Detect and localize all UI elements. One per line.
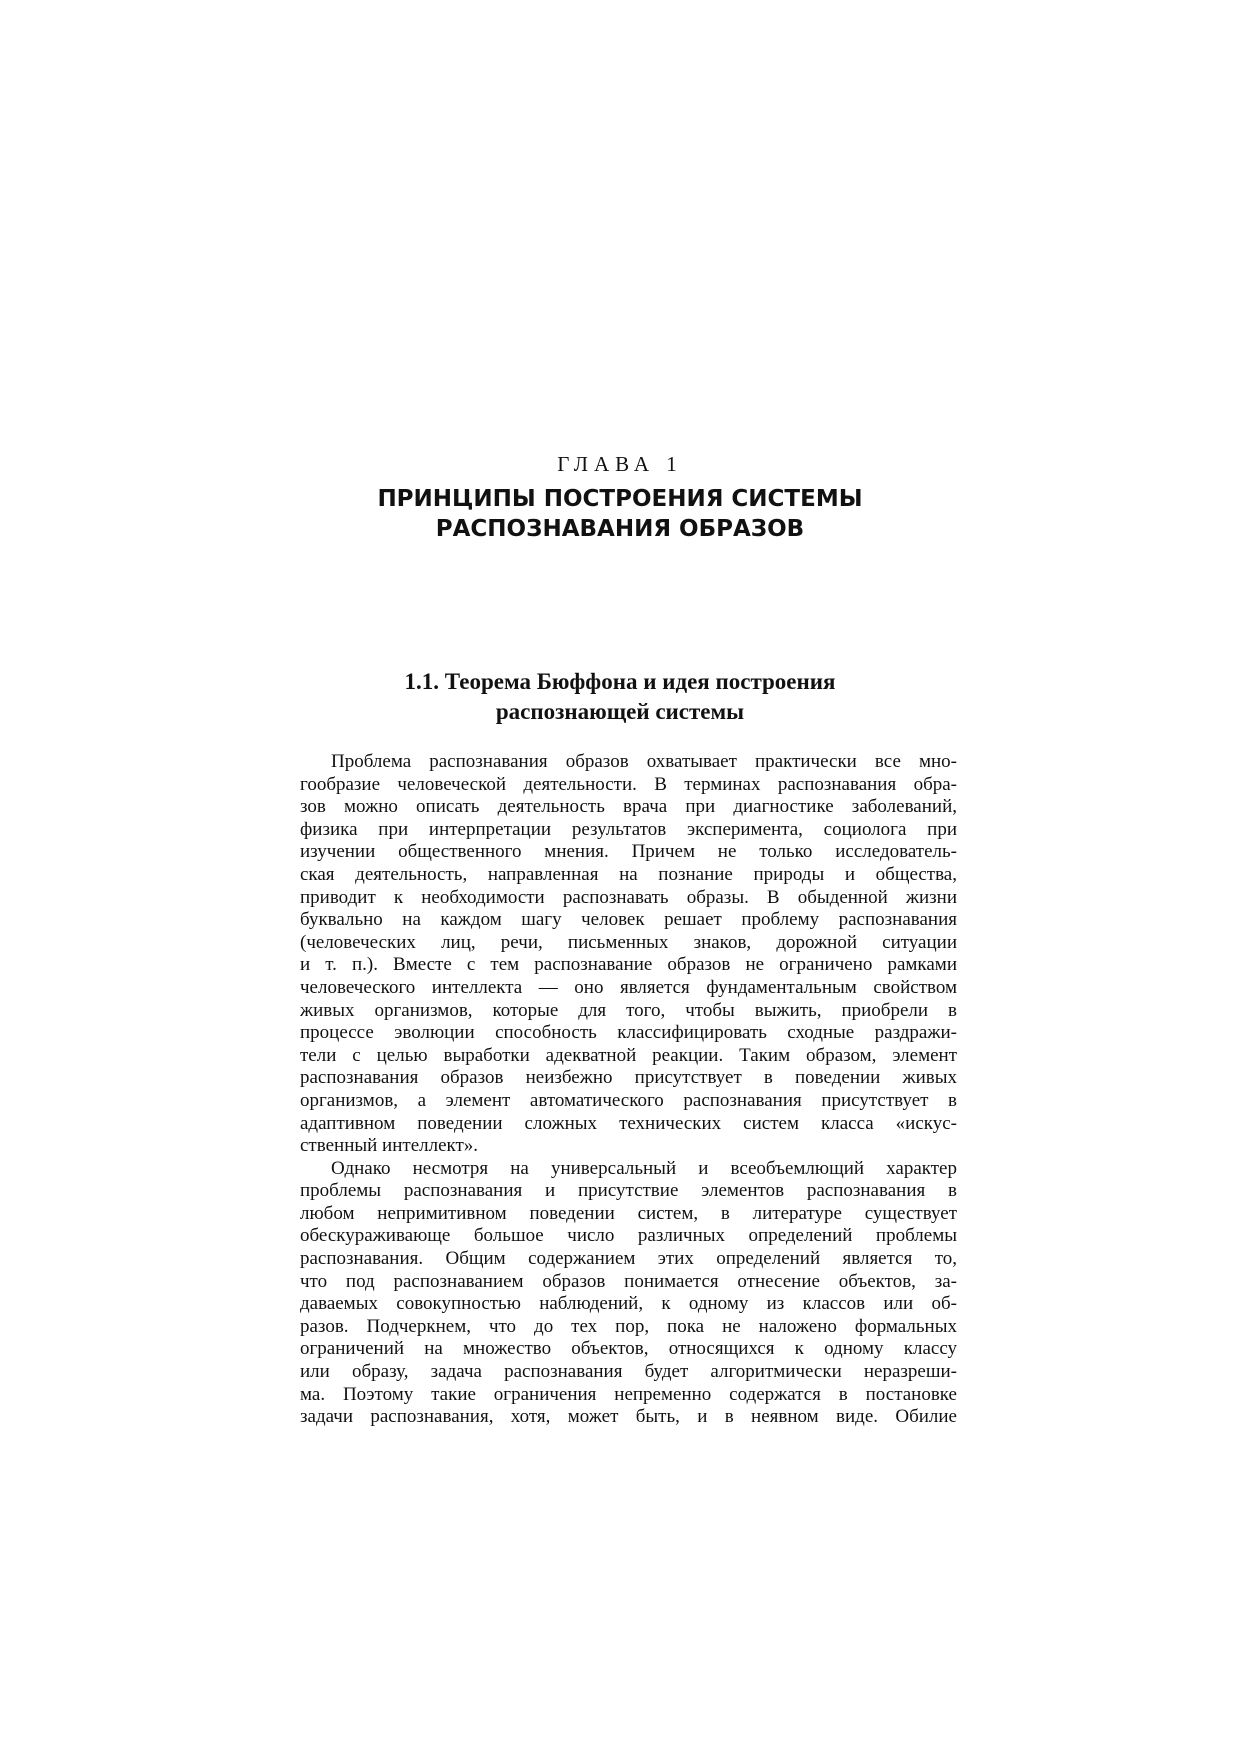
text-line: любом непримитивном поведении систем, в литературе существует <box>300 1202 957 1224</box>
text-line: зов можно описать деятельность врача при диагностике заболеваний, <box>300 796 957 818</box>
text-line: организмов, а элемент автоматического распознавания присутствует в <box>300 1089 957 1111</box>
paragraph <box>300 1158 957 1429</box>
text-line: физика при интерпретации результатов эксперимента, социолога при <box>300 818 957 840</box>
section-title <box>0 667 1240 727</box>
chapter-label: ГЛАВА 1 <box>557 452 683 476</box>
body-text <box>300 751 957 1429</box>
text-line: распознавания. Общим содержанием этих определений является то, <box>300 1248 957 1270</box>
text-line: ма. Поэтому такие ограничения непременно содержатся в постановке <box>300 1383 957 1405</box>
text-line: изучении общественного мнения. Причем не только исследователь- <box>300 841 957 863</box>
text-line: задачи распознавания, хотя, может быть, и в неявном виде. Обилие <box>300 1406 957 1428</box>
text-line: живых организмов, которые для того, чтобы выжить, приобрели в <box>300 999 957 1021</box>
text-line: даваемых совокупностью наблюдений, к одному из классов или об- <box>300 1293 957 1315</box>
text-line: разов. Подчеркнем, что до тех пор, пока не наложено формальных <box>300 1315 957 1337</box>
text-line: гообразие человеческой деятельности. В терминах распознавания обра- <box>300 773 957 795</box>
text-line: Однако несмотря на универсальный и всеобъемлющий характер <box>331 1157 957 1179</box>
text-line: Проблема распознавания образов охватывает практически все мно- <box>331 751 957 772</box>
text-line: обескураживающе большое число различных определений проблемы <box>300 1225 957 1247</box>
text-line: что под распознаванием образов понимается отнесение объектов, за- <box>300 1270 957 1292</box>
text-line: (человеческих лиц, речи, письменных знаков, дорожной ситуации <box>300 931 957 953</box>
section-title-line: распознающей системы <box>495 699 745 724</box>
chapter-title-line: РАСПОЗНАВАНИЯ ОБРАЗОВ <box>435 516 805 542</box>
text-line: адаптивном поведении сложных технических систем класса «искус- <box>300 1112 957 1134</box>
text-line: ская деятельность, направленная на познание природы и общества, <box>300 863 957 885</box>
text-line: приводит к необходимости распознавать образы. В обыденной жизни <box>300 886 957 908</box>
section-title-line: 1.1. Теорема Бюффона и идея построения <box>404 669 836 694</box>
text-line: распознавания образов неизбежно присутствует в поведении живых <box>300 1067 957 1089</box>
chapter-title <box>0 484 1240 544</box>
paragraph <box>300 751 957 1158</box>
text-line: буквально на каждом шагу человек решает проблему распознавания <box>300 909 957 931</box>
chapter-title-line: ПРИНЦИПЫ ПОСТРОЕНИЯ СИСТЕМЫ <box>377 486 863 512</box>
text-line: процессе эволюции способность классифицировать сходные раздражи- <box>300 1022 957 1044</box>
text-line: тели с целью выработки адекватной реакции. Таким образом, элемент <box>300 1044 957 1066</box>
text-line: или образу, задача распознавания будет алгоритмически неразреши- <box>300 1361 957 1383</box>
text-line: ственный интеллект». <box>300 1135 479 1157</box>
text-line: и т. п.). Вместе с тем распознавание образов не ограничено рамками <box>300 954 957 976</box>
text-line: ограничений на множество объектов, относящихся к одному классу <box>300 1338 957 1360</box>
text-line: проблемы распознавания и присутствие элементов распознавания в <box>300 1180 957 1202</box>
text-line: человеческого интеллекта — оно является фундаментальным свойством <box>300 976 957 998</box>
